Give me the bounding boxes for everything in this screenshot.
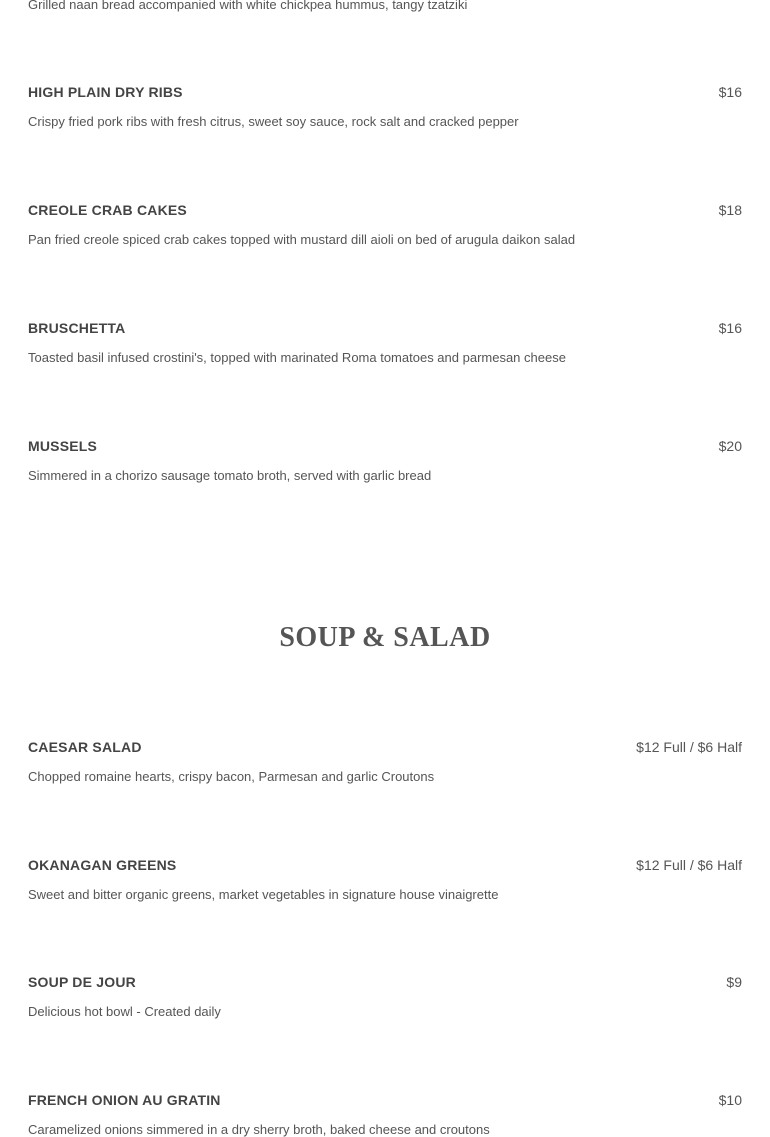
menu-item-price: $20 (718, 438, 742, 454)
menu-item-name: SOUP DE JOUR (28, 974, 136, 990)
menu-item (28, 202, 742, 247)
menu-item-price: $12 Full / $6 Half (636, 739, 742, 755)
menu-item-description: Caramelized onions simmered in a dry sherry broth, baked cheese and croutons (28, 1122, 490, 1137)
menu-item-price: $9 (726, 974, 742, 990)
menu-item-name: CREOLE CRAB CAKES (28, 202, 187, 218)
menu-item-price: $18 (718, 202, 742, 218)
menu-item-name: FRENCH ONION AU GRATIN (28, 1092, 221, 1108)
menu-item (28, 857, 742, 902)
menu-item-description: Grilled naan bread accompanied with white chickpea hummus, tangy tzatziki (28, 0, 468, 12)
menu-item-description: Sweet and bitter organic greens, market vegetables in signature house vinaigrette (28, 887, 499, 902)
menu-item (28, 84, 742, 129)
menu-item-price: $10 (718, 1092, 742, 1108)
menu-item-name: MUSSELS (28, 438, 98, 454)
menu-item (28, 1092, 742, 1137)
menu-item-name: BRUSCHETTA (28, 320, 126, 336)
menu-item-price: $12 Full / $6 Half (636, 857, 742, 873)
menu-item-price: $16 (718, 84, 742, 100)
menu-item (28, 739, 742, 784)
menu-item-name: HIGH PLAIN DRY RIBS (28, 84, 183, 100)
section-title: SOUP & SALAD (279, 622, 491, 653)
menu-item (28, 320, 742, 365)
menu-item-price: $16 (718, 320, 742, 336)
menu-item-name: CAESAR SALAD (28, 739, 142, 755)
menu-item-description: Crispy fried pork ribs with fresh citrus, sweet soy sauce, rock salt and cracked pepper (28, 114, 519, 129)
menu-item-description: Chopped romaine hearts, crispy bacon, Parmesan and garlic Croutons (28, 769, 435, 784)
menu-item (28, 974, 742, 1019)
menu-item-description: Simmered in a chorizo sausage tomato broth, served with garlic bread (28, 468, 432, 483)
menu-item (28, 438, 742, 483)
menu-item-name: OKANAGAN GREENS (28, 857, 177, 873)
menu-item-description: Pan fried creole spiced crab cakes topped with mustard dill aioli on bed of arugula daikon salad (28, 232, 576, 247)
menu-item-description: Toasted basil infused crostini's, topped with marinated Roma tomatoes and parmesan cheese (28, 350, 566, 365)
menu-item-description: Delicious hot bowl - Created daily (28, 1004, 221, 1019)
